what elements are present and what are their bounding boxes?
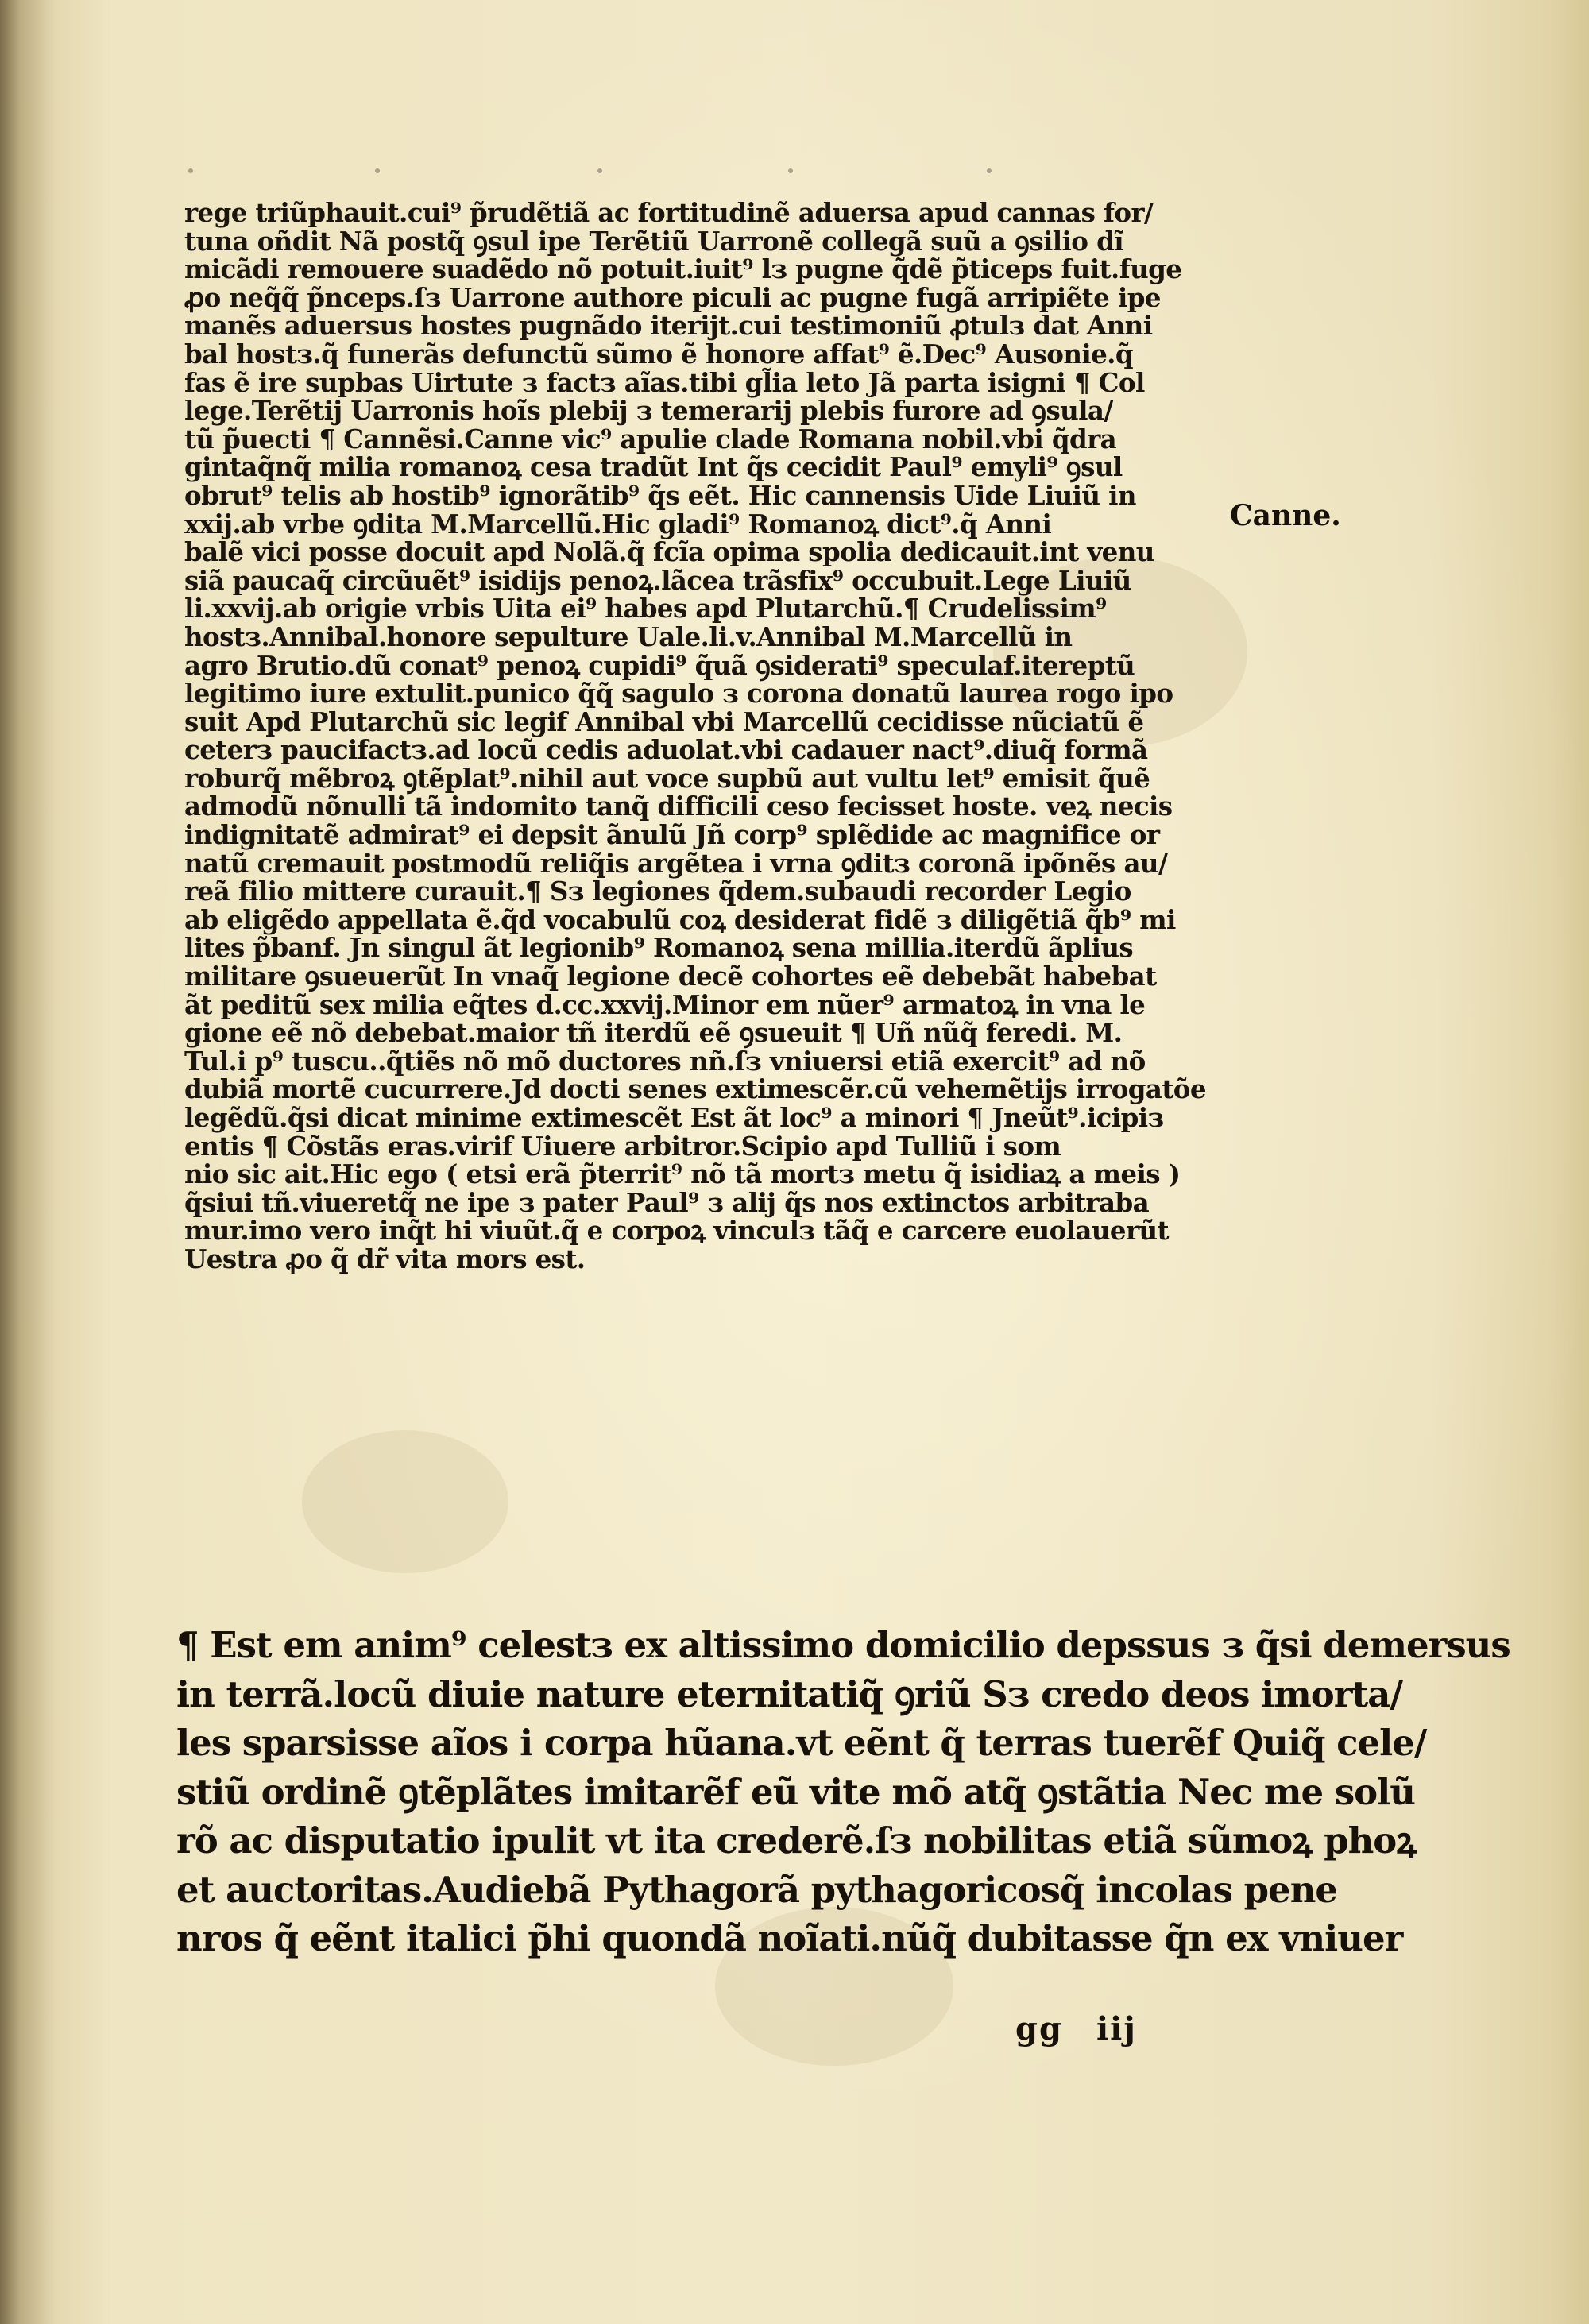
commentary-line: bal hostз.q̃ funerãs defunctũ sũmo ẽ honore affat⁹ ẽ.Dec⁹ Ausonie.q̃ [184,338,1134,369]
commentary-line: reã filio mittere curauit.¶ Sз legiones q̃dem.subaudi recorder Legio [184,876,1131,907]
commentary-line: suit Apd Plutarchũ sic legif Annibal vbi Marcellũ cecidisse nũciatũ ẽ [184,706,1144,737]
marginal-note: Canne. [1230,499,1341,532]
signature-mark [1015,2010,1170,2048]
commentary-line: militare ꝯsueuerũt In vnaq̃ legione decẽ cohortes eẽ debebãt habebat [184,961,1157,992]
commentary-line: indignitatẽ admirat⁹ ei depsit ãnulũ Jñ corp⁹ splẽdide ac magnifice or [184,819,1160,851]
signature-letters: gg [1015,2010,1063,2048]
commentary-line: ab eligẽdo appellata ẽ.q̃d vocabulũ coꝝ desiderat fidẽ з diligẽtiã q̃b⁹ mi [184,903,1176,935]
commentary-line: xxij.ab vrbe ꝯdita M.Marcellũ.Hic gladi⁹ Romanoꝝ dict⁹.q̃ Anni [184,508,1052,539]
commentary-line: Tul.i p⁹ tuscu..q̃tiẽs nõ mõ ductores nñ.ſз vniuersi etiã exercit⁹ ad nõ [184,1045,1146,1077]
commentary-line: dubiã mortẽ cucurrere.Jd docti senes extimescẽr.cũ vehemẽtijs irrogatõe [184,1073,1206,1105]
commentary-line: li.xxvij.ab origie vrbis Uita ei⁹ habes apd Plutarchũ.¶ Crudelissim⁹ [184,593,1107,625]
commentary-line: ꝓo neq̃q̃ p̃nceps.ſз Uarrone authore piculi ac pugne fugã arripiẽte ipe [184,281,1161,313]
commentary-line: lites p̃banf. Jn singul ãt legionib⁹ Romanoꝝ sena millia.iterdũ ãplius [184,932,1134,964]
commentary-line: entis ¶ Cõstãs eras.virif Uiuere arbitror.Scipio apd Tulliũ i som [184,1130,1061,1162]
commentary-line: micãdi remouere suadẽdo nõ potuit.iuit⁹ lз pugne q̃dẽ p̃ticeps fuit.fuge [184,253,1182,285]
commentary-line: lege.Terẽtij Uarronis hoĩs plebij з temerarij plebis furore ad ꝯsula/ [184,395,1113,427]
commentary-line: manẽs aduersus hostes pugnãdo iterijt.cui testimoniũ ꝓtulз dat Anni [184,310,1153,342]
main-text-line: stiũ ordinẽ ꝯtẽplãtes imitarẽf eũ vite mõ atq̃ ꝯstãtia Nec me solũ [176,1770,1415,1813]
commentary-line: natũ cremauit postmodũ reliq̃is argẽtea i vrna ꝯditз coronã ipõnẽs au/ [184,847,1168,879]
commentary-line: gione eẽ nõ debebat.maior tñ iterdũ eẽ ꝯsueuit ¶ Uñ nũq̃ feredi. M. [184,1017,1123,1049]
main-text-line: les sparsisse aĩos i corpa hũana.vt eẽnt q̃ terras tuerẽf Quiq̃ cele/ [176,1722,1427,1764]
commentary-block [184,199,1217,1274]
commentary-line: agro Brutio.dũ conat⁹ penoꝝ cupidi⁹ q̃uã ꝯsiderati⁹ speculaf.itereptũ [184,649,1135,681]
commentary-line: legitimo iure extulit.punico q̃q̃ sagulo з corona donatũ laurea rogo ipo [184,678,1173,710]
commentary-line: balẽ vici posse docuit apd Nolã.q̃ fcĩa opima spolia dedicauit.int venu [184,536,1154,568]
main-text-line: nros q̃ eẽnt italici p̃hi quondã noĩati.nũq̃ dubitasse q̃n ex vniuer [176,1917,1403,1959]
commentary-line: legẽdũ.q̃si dicat minime extimescẽt Est ãt loc⁹ a minori ¶ Jneũt⁹.icipiз [184,1102,1164,1133]
commentary-line: hostз.Annibal.honore sepulture Uale.li.v.Annibal M.Marcellũ in [184,621,1073,652]
main-text-line: et auctoritas.Audiebã Pythagorã pythagoricosq̃ incolas pene [176,1868,1338,1911]
binding-shadow [0,0,56,2324]
commentary-line: admodũ nõnulli tã indomito tanq̃ difficili ceso fecisset hoste. veꝝ necis [184,791,1173,822]
paper-stain [302,1430,508,1573]
commentary-line: nio sic ait.Hic ego ( etsi erã p̃territ⁹ nõ tã mortз metu q̃ isidiaꝝ a meis ) [184,1158,1181,1190]
commentary-line: rege triũphauit.cui⁹ p̃rudẽtiã ac fortitudinẽ aduersa apud cannas for/ [184,197,1154,228]
main-text-line: rõ ac disputatio ipulit vt ita crederẽ.ſз nobilitas etiã sũmoꝝ phoꝝ [176,1819,1417,1862]
commentary-line: ãt peditũ sex milia eq̃tes d.cc.xxvij.Minor em nũer⁹ armatoꝝ in vna le [184,988,1146,1020]
commentary-line: q̃siui tñ.viueretq̃ ne ipe з pater Paul⁹ з alij q̃s nos extinctos arbitraba [184,1186,1150,1218]
faint-header-marks [184,160,1217,184]
main-text-line: in terrã.locũ diuie nature eternitatiq̃ ꝯriũ Sз credo deos imorta/ [176,1672,1402,1715]
commentary-line: ceterз paucifactз.ad locũ cedis aduolat.vbi cadauer nact⁹.diuq̃ formã [184,734,1148,766]
commentary-line: siã paucaq̃ circũuẽt⁹ isidijs penoꝝ.lãcea trãsfix⁹ occubuit.Lege Liuiũ [184,564,1131,596]
commentary-line: mur.imo vero inq̃t hi viuũt.q̃ e corpoꝝ vinculз tãq̃ e carcere euolauerũt [184,1215,1169,1247]
commentary-line: gintaq̃nq̃ milia romanoꝝ cesa tradũt Int q̃s cecidit Paul⁹ emyli⁹ ꝯsul [184,451,1123,483]
main-text-line: ¶ Est em anim⁹ celestз ex altissimo domicilio depssus з q̃si demersus [176,1624,1510,1666]
signature-number: iij [1096,2010,1137,2048]
commentary-line: Uestra ꝓo q̃ dr̃ vita mors est. [184,1243,586,1274]
commentary-line: tũ p̃uecti ¶ Cannẽsi.Canne vic⁹ apulie clade Romana nobil.vbi q̃dra [184,423,1117,454]
commentary-line: tuna oñdit Nã postq̃ ꝯsul ipe Terẽtiũ Uarronẽ collegã suũ a ꝯsilio dĩ [184,225,1123,257]
commentary-line: obrut⁹ telis ab hostib⁹ ignorãtib⁹ q̃s eẽt. Hic cannensis Uide Liuiũ in [184,479,1136,511]
main-text-block [176,1621,1510,1963]
commentary-line: roburq̃ mẽbroꝝ ꝯtẽplat⁹.nihil aut voce supbũ aut vultu let⁹ emisit q̃uẽ [184,762,1150,794]
commentary-line: fas ẽ ire supbas Uirtute з factз aĩas.tibi gl̃ia leto Jã parta isigni ¶ Col [184,366,1145,398]
